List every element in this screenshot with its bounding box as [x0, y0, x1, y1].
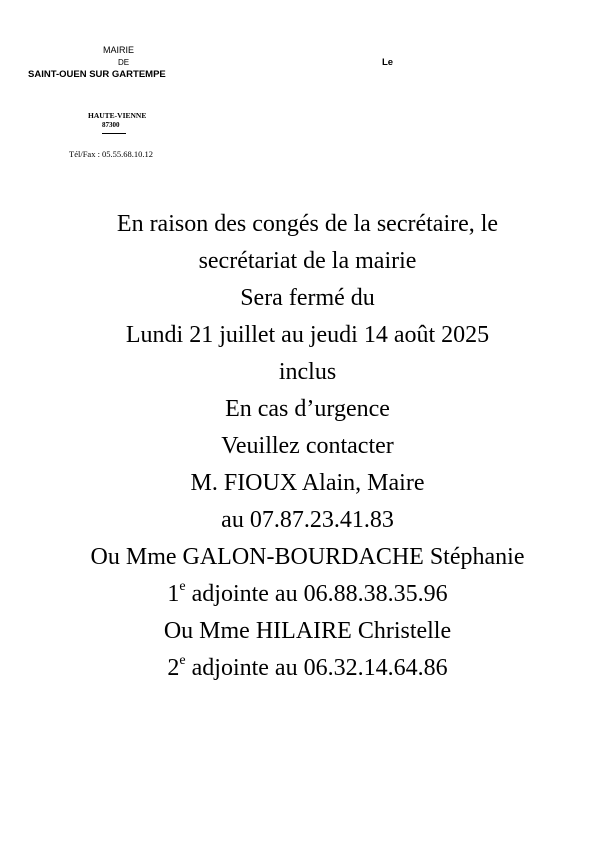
- contact-adjointe-2: Ou Mme HILAIRE Christelle: [163, 618, 452, 644]
- notice-line: En cas d’urgence: [225, 396, 390, 422]
- notice-line: inclus: [278, 359, 337, 385]
- letterhead-de: DE: [118, 58, 130, 67]
- notice-dates: Lundi 21 juillet au jeudi 14 août 2025: [125, 322, 490, 348]
- notice-line: Veuillez contacter: [221, 433, 394, 459]
- closure-notice: [20, 206, 595, 687]
- ordinal-number: 2: [167, 655, 180, 681]
- phone-text: adjointe au 06.32.14.64.86: [185, 655, 448, 681]
- contact-adjointe-1-phone: [20, 576, 595, 613]
- letterhead-departement: HAUTE-VIENNE: [88, 111, 147, 120]
- ordinal-number: 1: [167, 581, 180, 607]
- contact-adjointe-1: Ou Mme GALON-BOURDACHE Stéphanie: [90, 544, 525, 570]
- contact-maire-phone: au 07.87.23.41.83: [221, 507, 394, 533]
- letterhead-divider: [102, 133, 126, 134]
- letterhead-telephone: Tél/Fax : 05.55.68.10.12: [69, 149, 154, 159]
- letterhead-code-postal: 87300: [102, 121, 120, 129]
- date-label: Le: [382, 57, 394, 68]
- notice-line: secrétariat de la mairie: [198, 248, 417, 274]
- contact-adjointe-2-phone: [20, 650, 595, 687]
- contact-maire: M. FIOUX Alain, Maire: [190, 470, 425, 496]
- phone-text: adjointe au 06.88.38.35.96: [185, 581, 448, 607]
- letterhead-commune: SAINT-OUEN SUR GARTEMPE: [28, 69, 166, 80]
- notice-line: En raison des congés de la secrétaire, le: [116, 211, 499, 237]
- ordinal-suffix: e: [179, 653, 186, 668]
- ordinal-suffix: e: [179, 579, 186, 594]
- notice-line: Sera fermé du: [240, 285, 375, 311]
- letterhead-mairie: MAIRIE: [103, 45, 135, 55]
